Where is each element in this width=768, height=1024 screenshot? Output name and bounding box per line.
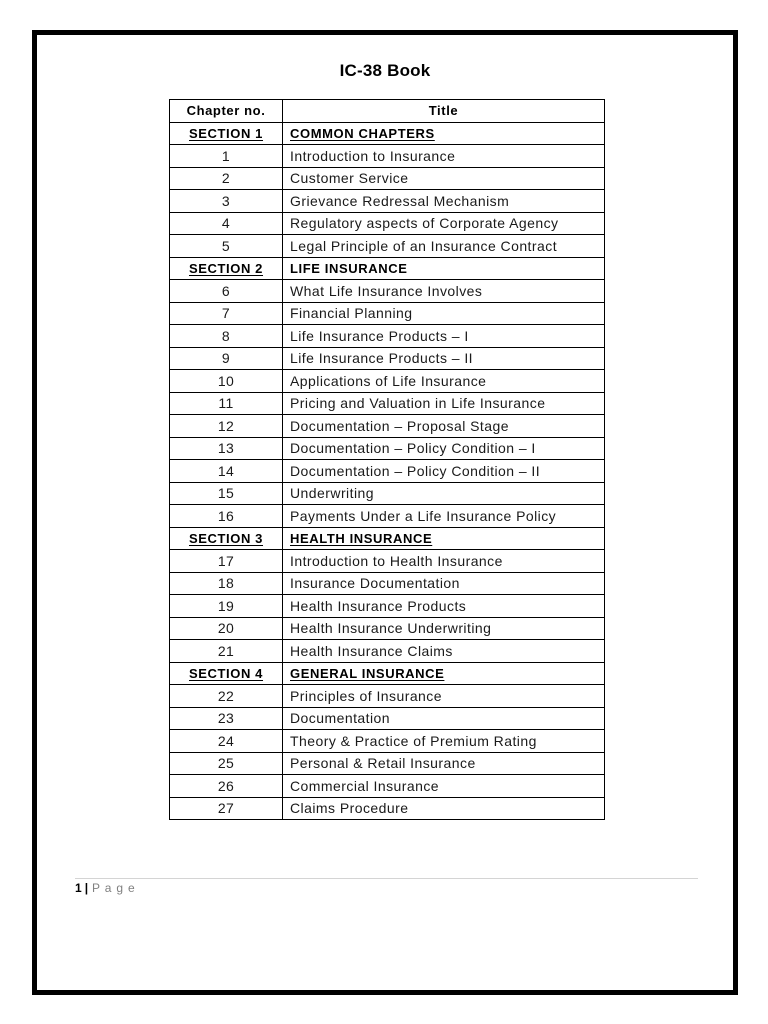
chapter-title: Insurance Documentation xyxy=(283,572,605,595)
chapter-row xyxy=(170,797,605,820)
section-label: SECTION 3 xyxy=(170,527,283,550)
chapter-title: Documentation xyxy=(283,707,605,730)
chapter-title: Legal Principle of an Insurance Contract xyxy=(283,235,605,258)
chapter-number: 16 xyxy=(170,505,283,528)
chapter-row xyxy=(170,640,605,663)
chapter-number: 3 xyxy=(170,190,283,213)
chapter-number: 11 xyxy=(170,392,283,415)
chapter-number: 22 xyxy=(170,685,283,708)
chapter-title: Applications of Life Insurance xyxy=(283,370,605,393)
chapter-row xyxy=(170,167,605,190)
chapter-number: 7 xyxy=(170,302,283,325)
chapter-row xyxy=(170,347,605,370)
chapter-row xyxy=(170,392,605,415)
section-label: SECTION 4 xyxy=(170,662,283,685)
chapter-no-header: Chapter no. xyxy=(170,100,283,123)
chapter-title: Introduction to Insurance xyxy=(283,145,605,168)
document-title: IC-38 Book xyxy=(339,61,431,80)
chapter-row xyxy=(170,460,605,483)
chapter-row xyxy=(170,775,605,798)
chapter-title: Principles of Insurance xyxy=(283,685,605,708)
table-header-row xyxy=(170,100,605,123)
chapter-number: 8 xyxy=(170,325,283,348)
chapter-number: 26 xyxy=(170,775,283,798)
chapter-title: Claims Procedure xyxy=(283,797,605,820)
chapter-row xyxy=(170,550,605,573)
chapter-table xyxy=(169,99,605,820)
chapter-row xyxy=(170,437,605,460)
chapter-row xyxy=(170,685,605,708)
page-footer xyxy=(75,881,135,895)
chapter-number: 21 xyxy=(170,640,283,663)
section-title: GENERAL INSURANCE xyxy=(283,662,605,685)
chapter-title: Health Insurance Products xyxy=(283,595,605,618)
chapter-row xyxy=(170,595,605,618)
chapter-title: Life Insurance Products – I xyxy=(283,325,605,348)
section-title: LIFE INSURANCE xyxy=(283,257,605,280)
section-label: SECTION 1 xyxy=(170,122,283,145)
section-row xyxy=(170,662,605,685)
chapter-title: Customer Service xyxy=(283,167,605,190)
chapter-row xyxy=(170,415,605,438)
chapter-title: Underwriting xyxy=(283,482,605,505)
chapter-row xyxy=(170,212,605,235)
section-label: SECTION 2 xyxy=(170,257,283,280)
chapter-title: Financial Planning xyxy=(283,302,605,325)
chapter-row xyxy=(170,190,605,213)
chapter-title: Life Insurance Products – II xyxy=(283,347,605,370)
chapter-number: 24 xyxy=(170,730,283,753)
chapter-title: Pricing and Valuation in Life Insurance xyxy=(283,392,605,415)
chapter-title: Regulatory aspects of Corporate Agency xyxy=(283,212,605,235)
footer-divider xyxy=(75,878,698,879)
chapter-title: Documentation – Policy Condition – II xyxy=(283,460,605,483)
chapter-title: Personal & Retail Insurance xyxy=(283,752,605,775)
chapter-row xyxy=(170,325,605,348)
chapter-title: Theory & Practice of Premium Rating xyxy=(283,730,605,753)
chapter-title: Commercial Insurance xyxy=(283,775,605,798)
chapter-number: 2 xyxy=(170,167,283,190)
chapter-number: 12 xyxy=(170,415,283,438)
chapter-number: 1 xyxy=(170,145,283,168)
page-label: P a g e xyxy=(92,881,136,895)
chapter-title: Grievance Redressal Mechanism xyxy=(283,190,605,213)
chapter-row xyxy=(170,572,605,595)
chapter-title: Documentation – Policy Condition – I xyxy=(283,437,605,460)
chapter-row xyxy=(170,617,605,640)
chapter-number: 6 xyxy=(170,280,283,303)
chapter-number: 17 xyxy=(170,550,283,573)
chapter-number: 20 xyxy=(170,617,283,640)
chapter-number: 13 xyxy=(170,437,283,460)
chapter-number: 14 xyxy=(170,460,283,483)
chapter-row xyxy=(170,235,605,258)
section-title: COMMON CHAPTERS xyxy=(283,122,605,145)
chapter-number: 25 xyxy=(170,752,283,775)
chapter-number: 9 xyxy=(170,347,283,370)
chapter-number: 4 xyxy=(170,212,283,235)
chapter-row xyxy=(170,370,605,393)
chapter-number: 18 xyxy=(170,572,283,595)
chapter-row xyxy=(170,505,605,528)
chapter-title: Documentation – Proposal Stage xyxy=(283,415,605,438)
section-title: HEALTH INSURANCE xyxy=(283,527,605,550)
chapter-row xyxy=(170,482,605,505)
section-row xyxy=(170,527,605,550)
chapter-number: 5 xyxy=(170,235,283,258)
chapter-number: 10 xyxy=(170,370,283,393)
title-header: Title xyxy=(283,100,605,123)
chapter-table-body xyxy=(170,122,605,820)
chapter-number: 15 xyxy=(170,482,283,505)
chapter-number: 23 xyxy=(170,707,283,730)
chapter-title: What Life Insurance Involves xyxy=(283,280,605,303)
chapter-number: 27 xyxy=(170,797,283,820)
chapter-row xyxy=(170,280,605,303)
chapter-row xyxy=(170,752,605,775)
chapter-row xyxy=(170,730,605,753)
chapter-title: Payments Under a Life Insurance Policy xyxy=(283,505,605,528)
chapter-number: 19 xyxy=(170,595,283,618)
chapter-row xyxy=(170,302,605,325)
chapter-title: Health Insurance Claims xyxy=(283,640,605,663)
chapter-row xyxy=(170,707,605,730)
chapter-row xyxy=(170,145,605,168)
section-row xyxy=(170,257,605,280)
chapter-title: Health Insurance Underwriting xyxy=(283,617,605,640)
page-number: 1 xyxy=(75,881,82,895)
section-row xyxy=(170,122,605,145)
chapter-title: Introduction to Health Insurance xyxy=(283,550,605,573)
footer-separator: | xyxy=(84,881,89,895)
